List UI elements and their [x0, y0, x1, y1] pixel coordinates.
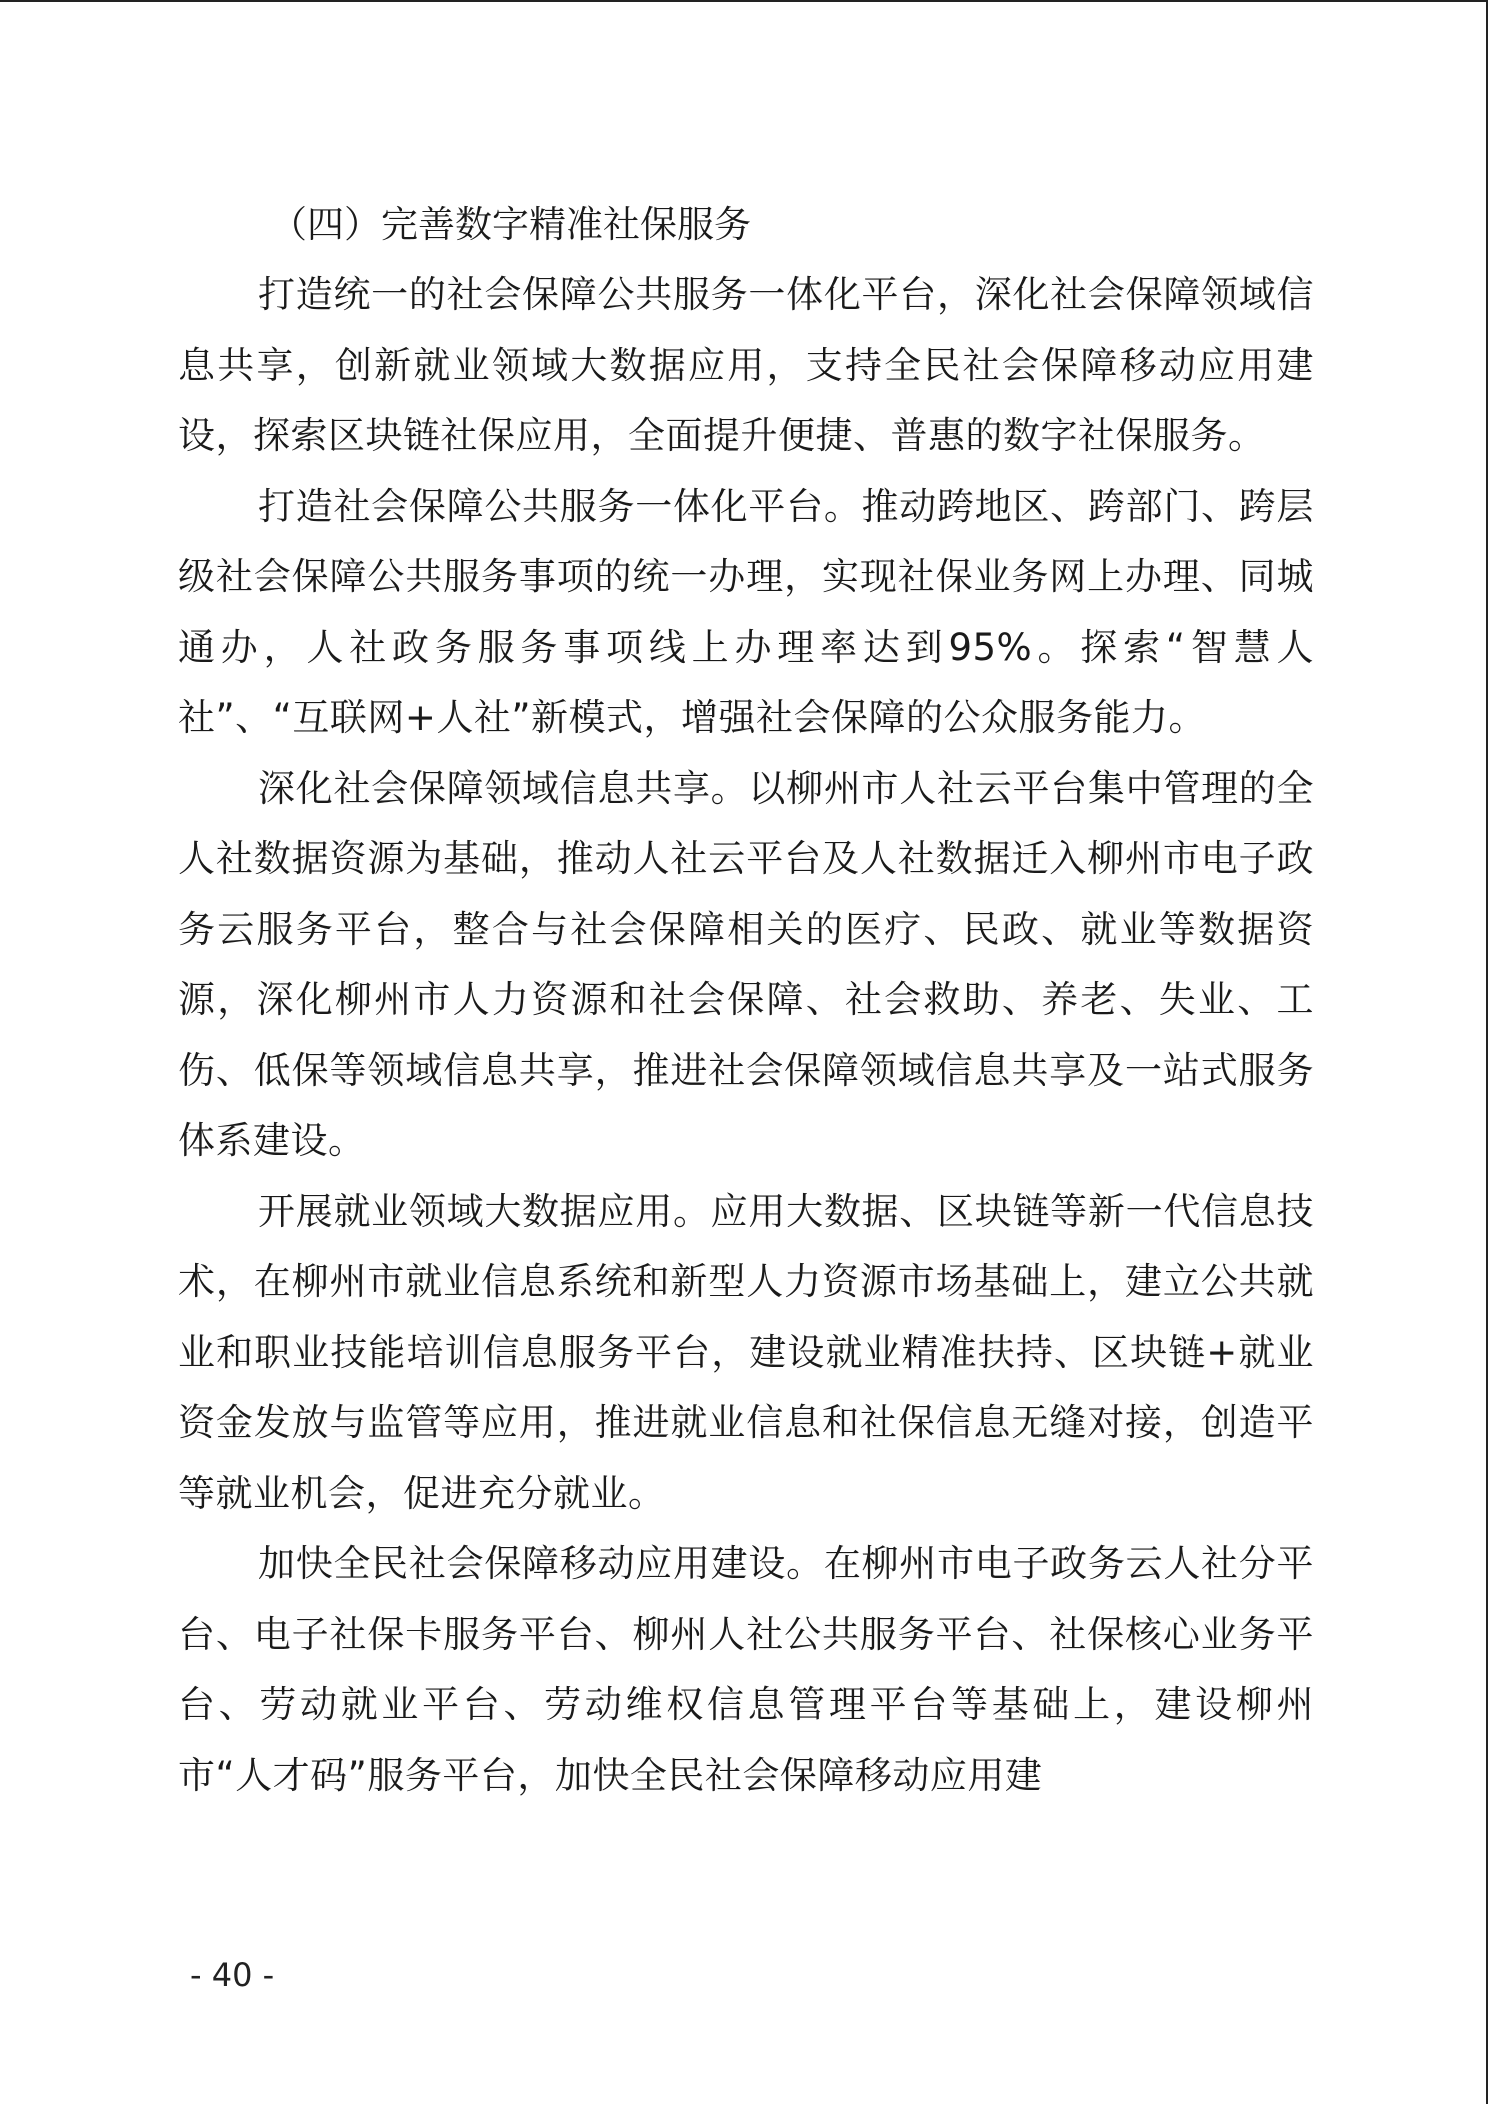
document-body — [178, 190, 1314, 1811]
paragraph-platform: 打造社会保障公共服务一体化平台。推动跨地区、跨部门、跨层级社会保障公共服务事项的统一办理，实现社保业务网上办理、同城通办，人社政务服务事项线上办理率达到95%。探索“智慧人社”、“互联网+人社”新模式，增强社会保障的公众服务能力。 — [178, 484, 1314, 739]
paragraph-mobile-apps: 加快全民社会保障移动应用建设。在柳州市电子政务云人社分平台、电子社保卡服务平台、柳州人社公共服务平台、社保核心业务平台、劳动就业平台、劳动维权信息管理平台等基础上，建设柳州市“人才码”服务平台，加快全民社会保障移动应用建 — [178, 1542, 1314, 1797]
page-border-top — [0, 0, 1488, 2]
paragraph-intro: 打造统一的社会保障公共服务一体化平台，深化社会保障领域信息共享，创新就业领域大数据应用，支持全民社会保障移动应用建设，探索区块链社保应用，全面提升便捷、普惠的数字社保服务。 — [178, 273, 1314, 457]
page-number: - 40 - — [190, 1956, 275, 1994]
section-heading: （四）完善数字精准社保服务 — [270, 203, 751, 246]
paragraph-info-sharing: 深化社会保障领域信息共享。以柳州市人社云平台集中管理的全人社数据资源为基础，推动人社云平台及人社数据迁入柳州市电子政务云服务平台，整合与社会保障相关的医疗、民政、就业等数据资源，深化柳州市人力资源和社会保障、社会救助、养老、失业、工伤、低保等领域信息共享，推进社会保障领域信息共享及一站式服务体系建设。 — [178, 766, 1314, 1162]
paragraph-employment-data: 开展就业领域大数据应用。应用大数据、区块链等新一代信息技术，在柳州市就业信息系统和新型人力资源市场基础上，建立公共就业和职业技能培训信息服务平台，建设就业精准扶持、区块链+就业资金发放与监管等应用，推进就业信息和社保信息无缝对接，创造平等就业机会，促进充分就业。 — [178, 1189, 1314, 1515]
